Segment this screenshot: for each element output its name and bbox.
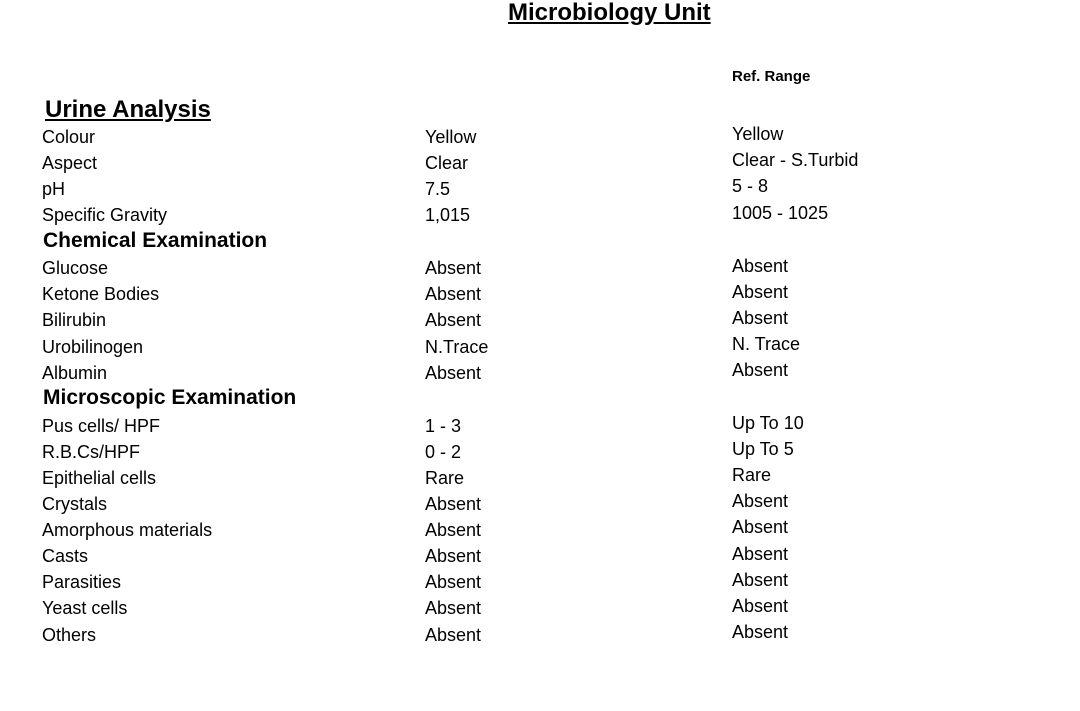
ref-range-header: Ref. Range: [732, 68, 811, 85]
test-result: 7.5: [425, 179, 451, 199]
test-result: Absent: [425, 258, 482, 278]
test-name: Glucose: [42, 258, 109, 278]
unit-title: Microbiology Unit: [508, 0, 711, 26]
test-name: Colour: [42, 127, 96, 147]
test-result: Absent: [425, 546, 482, 566]
test-ref-range: Absent: [732, 570, 789, 590]
test-name: Specific Gravity: [42, 205, 168, 225]
test-name: Others: [42, 625, 97, 645]
test-name: pH: [42, 179, 66, 199]
test-result: Absent: [425, 363, 482, 383]
test-ref-range: N. Trace: [732, 334, 801, 354]
test-ref-range: Absent: [732, 308, 789, 328]
section-title: Urine Analysis: [45, 96, 211, 123]
test-name: Urobilinogen: [42, 337, 144, 357]
test-name: Crystals: [42, 494, 108, 514]
test-result: 1 - 3: [425, 416, 462, 436]
test-name: Amorphous materials: [42, 520, 213, 540]
test-ref-range: Yellow: [732, 124, 784, 144]
test-result: 0 - 2: [425, 442, 462, 462]
test-result: Absent: [425, 598, 482, 618]
test-ref-range: Absent: [732, 282, 789, 302]
test-name: Casts: [42, 546, 89, 566]
test-result: Absent: [425, 625, 482, 645]
test-result: Absent: [425, 310, 482, 330]
test-result: N.Trace: [425, 337, 489, 357]
test-ref-range: Absent: [732, 256, 789, 276]
test-name: R.B.Cs/HPF: [42, 442, 141, 462]
test-result: Yellow: [425, 127, 477, 147]
test-ref-range: Up To 5: [732, 439, 794, 459]
test-ref-range: 1005 - 1025: [732, 203, 829, 223]
test-result: Absent: [425, 494, 482, 514]
test-ref-range: Absent: [732, 596, 789, 616]
test-name: Parasities: [42, 572, 122, 592]
test-result: Absent: [425, 520, 482, 540]
test-ref-range: Up To 10: [732, 413, 804, 433]
test-result: Clear: [425, 153, 469, 173]
microscopic-examination-heading: Microscopic Examination: [43, 386, 297, 409]
test-result: Absent: [425, 572, 482, 592]
chemical-examination-heading: Chemical Examination: [43, 229, 268, 252]
test-ref-range: Absent: [732, 622, 789, 642]
test-result: Absent: [425, 284, 482, 304]
test-name: Bilirubin: [42, 310, 107, 330]
test-ref-range: Absent: [732, 360, 789, 380]
test-name: Ketone Bodies: [42, 284, 160, 304]
test-ref-range: Absent: [732, 544, 789, 564]
test-name: Epithelial cells: [42, 468, 157, 488]
test-ref-range: Absent: [732, 491, 789, 511]
test-ref-range: Clear - S.Turbid: [732, 150, 859, 170]
test-name: Yeast cells: [42, 598, 128, 618]
test-result: 1,015: [425, 205, 471, 225]
test-name: Pus cells/ HPF: [42, 416, 161, 436]
test-ref-range: Absent: [732, 517, 789, 537]
test-ref-range: Rare: [732, 465, 772, 485]
test-name: Albumin: [42, 363, 108, 383]
test-result: Rare: [425, 468, 465, 488]
test-ref-range: 5 - 8: [732, 176, 769, 196]
test-name: Aspect: [42, 153, 98, 173]
